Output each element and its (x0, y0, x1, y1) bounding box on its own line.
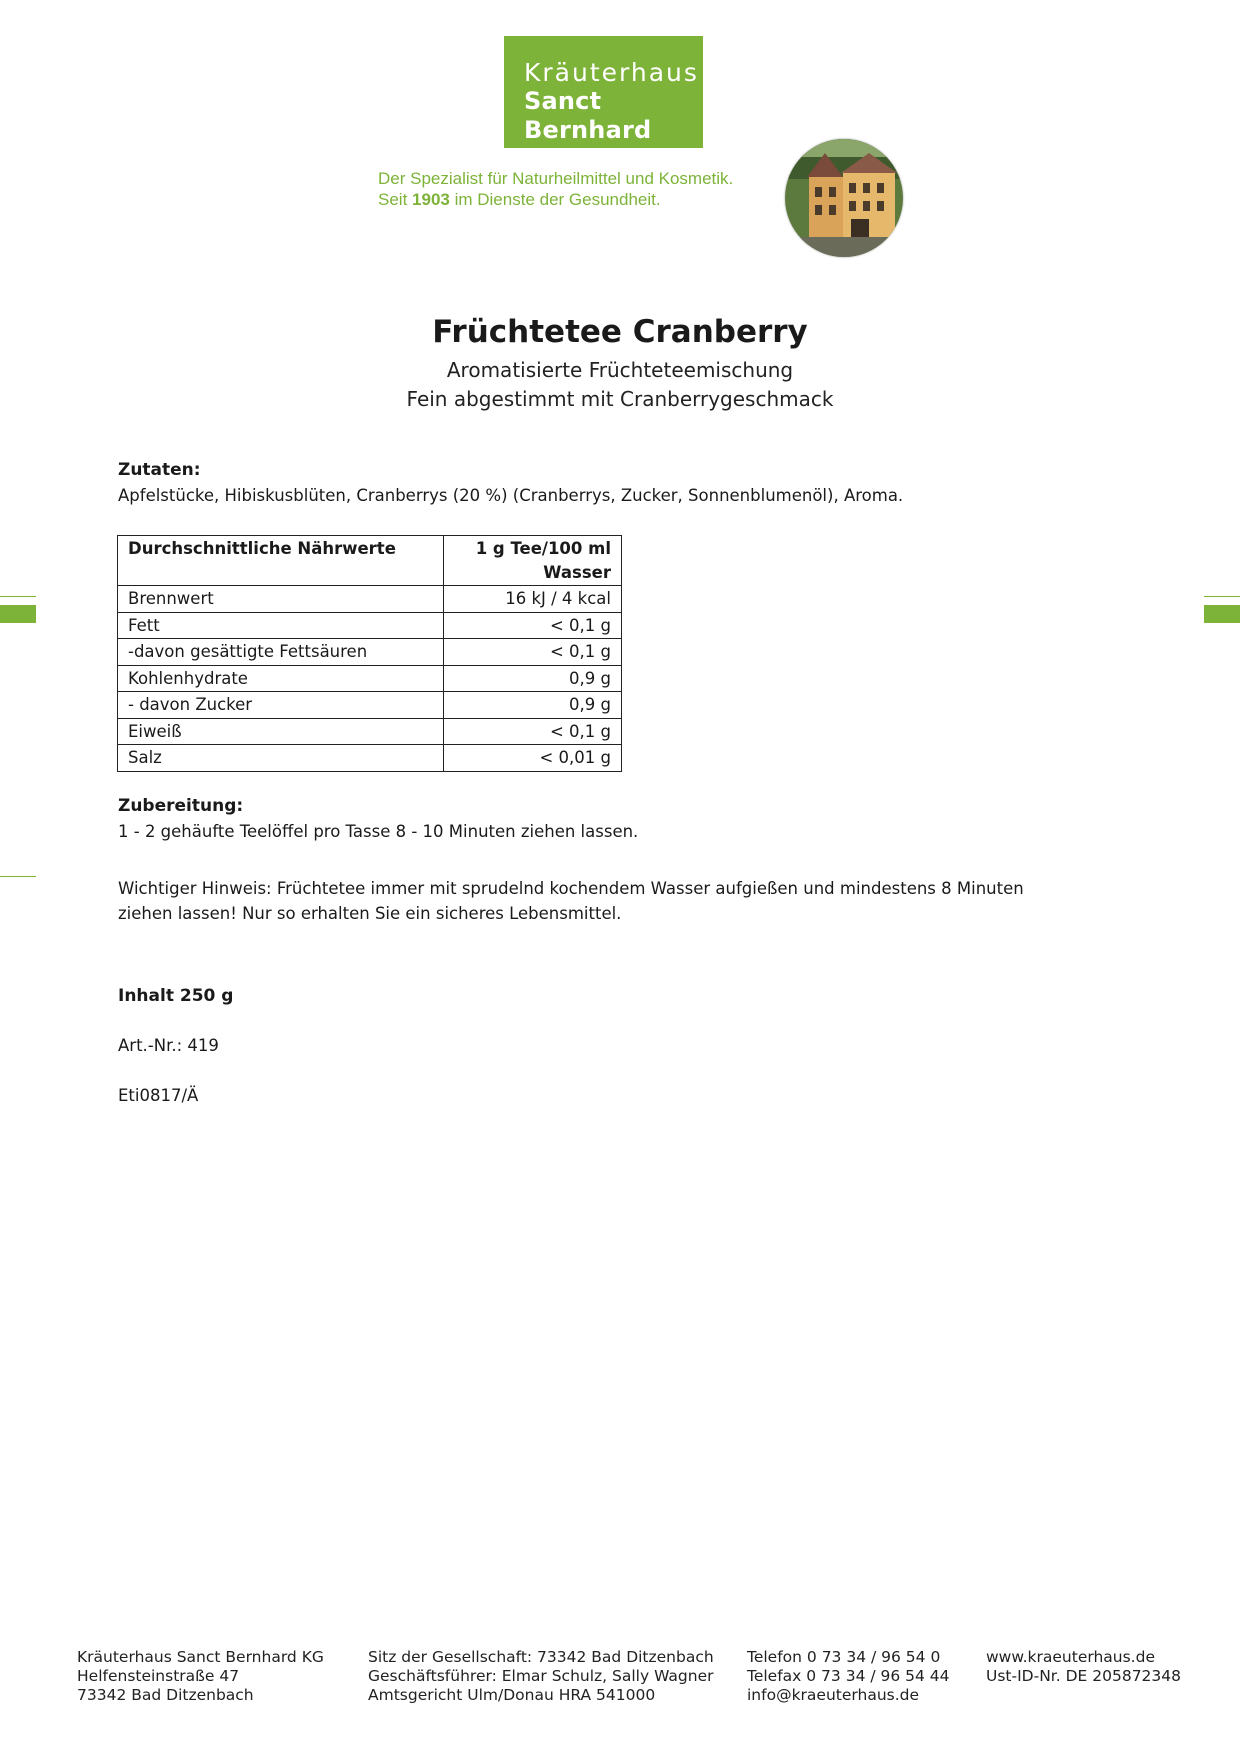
nutrient-label: - davon Zucker (118, 692, 444, 719)
footer-company-address (77, 1648, 324, 1705)
right-fold-mark-line (1204, 596, 1240, 597)
right-fold-mark-block (1204, 605, 1240, 623)
tagline-line2 (378, 189, 778, 210)
important-notice (118, 876, 1118, 926)
left-fold-mark-block (0, 605, 36, 623)
footer-line: Kräuterhaus Sanct Bernhard KG (77, 1648, 324, 1666)
nutrient-value: < 0,1 g (444, 639, 622, 666)
tagline-prefix: Seit (378, 190, 408, 209)
content-weight: Inhalt 250 g (118, 986, 234, 1006)
nutrient-value: < 0,1 g (444, 612, 622, 639)
footer-line: Amtsgericht Ulm/Donau HRA 541000 (368, 1686, 656, 1704)
product-title: Früchtetee Cranberry (432, 314, 808, 350)
table-row (118, 612, 622, 639)
notice-line1: Wichtiger Hinweis: Früchtetee immer mit sprudelnd kochendem Wasser aufgießen und mindestens 8 Minuten (118, 879, 1024, 898)
table-row (118, 586, 622, 613)
tagline (378, 168, 778, 210)
nutrition-header-value-line2: Wasser (543, 562, 611, 582)
nutrient-label: -davon gesättigte Fettsäuren (118, 639, 444, 666)
preparation-text: 1 - 2 gehäufte Teelöffel pro Tasse 8 - 10 Minuten ziehen lassen. (118, 822, 639, 841)
left-punch-mark-line (0, 876, 36, 877)
footer-legal-info (368, 1648, 714, 1705)
preparation-heading: Zubereitung: (118, 796, 244, 816)
tagline-suffix: im Dienste der Gesundheit. (454, 190, 661, 209)
table-row (118, 665, 622, 692)
product-subtitle-1: Aromatisierte Früchteteemischung (446, 358, 794, 382)
table-row (118, 639, 622, 666)
table-row (118, 745, 622, 772)
nutrient-label: Kohlenhydrate (118, 665, 444, 692)
nutrition-header-value (444, 536, 622, 586)
footer-website: www.kraeuterhaus.de (986, 1648, 1155, 1666)
ingredients-heading: Zutaten: (118, 460, 201, 480)
logo-line2: Sanct Bernhard (524, 87, 652, 144)
left-fold-mark-line (0, 596, 36, 597)
label-code: Eti0817/Ä (118, 1086, 199, 1105)
nutrient-value: < 0,1 g (444, 718, 622, 745)
footer-line: Helfensteinstraße 47 (77, 1667, 240, 1685)
company-logo (504, 36, 703, 148)
footer-line: Sitz der Gesellschaft: 73342 Bad Ditzenbach (368, 1648, 714, 1666)
table-row (118, 718, 622, 745)
footer-email: info@kraeuterhaus.de (747, 1686, 920, 1704)
ingredients-text: Apfelstücke, Hibiskusblüten, Cranberrys (20 %) (Cranberrys, Zucker, Sonnenblumenöl), Aroma. (118, 486, 904, 505)
tagline-year: 1903 (412, 190, 450, 209)
logo-line1: Kräuterhaus (524, 58, 699, 87)
building-photo (785, 139, 903, 257)
tagline-line1: Der Spezialist für Naturheilmittel und Kosmetik. (378, 169, 734, 188)
nutrition-header-row (118, 536, 622, 586)
footer-phone: Telefon 0 73 34 / 96 54 0 (747, 1648, 941, 1666)
footer-contact (747, 1648, 950, 1705)
footer-line: 73342 Bad Ditzenbach (77, 1686, 254, 1704)
nutrition-table (117, 535, 622, 772)
product-subtitle-2: Fein abgestimmt mit Cranberrygeschmack (406, 387, 834, 411)
nutrient-value: 16 kJ / 4 kcal (444, 586, 622, 613)
nutrient-label: Eiweiß (118, 718, 444, 745)
nutrition-header-value-line1: 1 g Tee/100 ml (475, 539, 611, 558)
footer-vat-id: Ust-ID-Nr. DE 205872348 (986, 1667, 1181, 1685)
footer-web-tax (986, 1648, 1181, 1686)
article-number: Art.-Nr.: 419 (118, 1036, 219, 1055)
nutrient-value: < 0,01 g (444, 745, 622, 772)
nutrition-header-label: Durchschnittliche Nährwerte (118, 536, 444, 586)
footer-line: Geschäftsführer: Elmar Schulz, Sally Wagner (368, 1667, 714, 1685)
notice-line2: ziehen lassen! Nur so erhalten Sie ein sicheres Lebensmittel. (118, 904, 622, 923)
nutrient-value: 0,9 g (444, 665, 622, 692)
nutrient-label: Fett (118, 612, 444, 639)
nutrient-value: 0,9 g (444, 692, 622, 719)
footer-fax: Telefax 0 73 34 / 96 54 44 (747, 1667, 950, 1685)
table-row (118, 692, 622, 719)
nutrient-label: Salz (118, 745, 444, 772)
nutrient-label: Brennwert (118, 586, 444, 613)
